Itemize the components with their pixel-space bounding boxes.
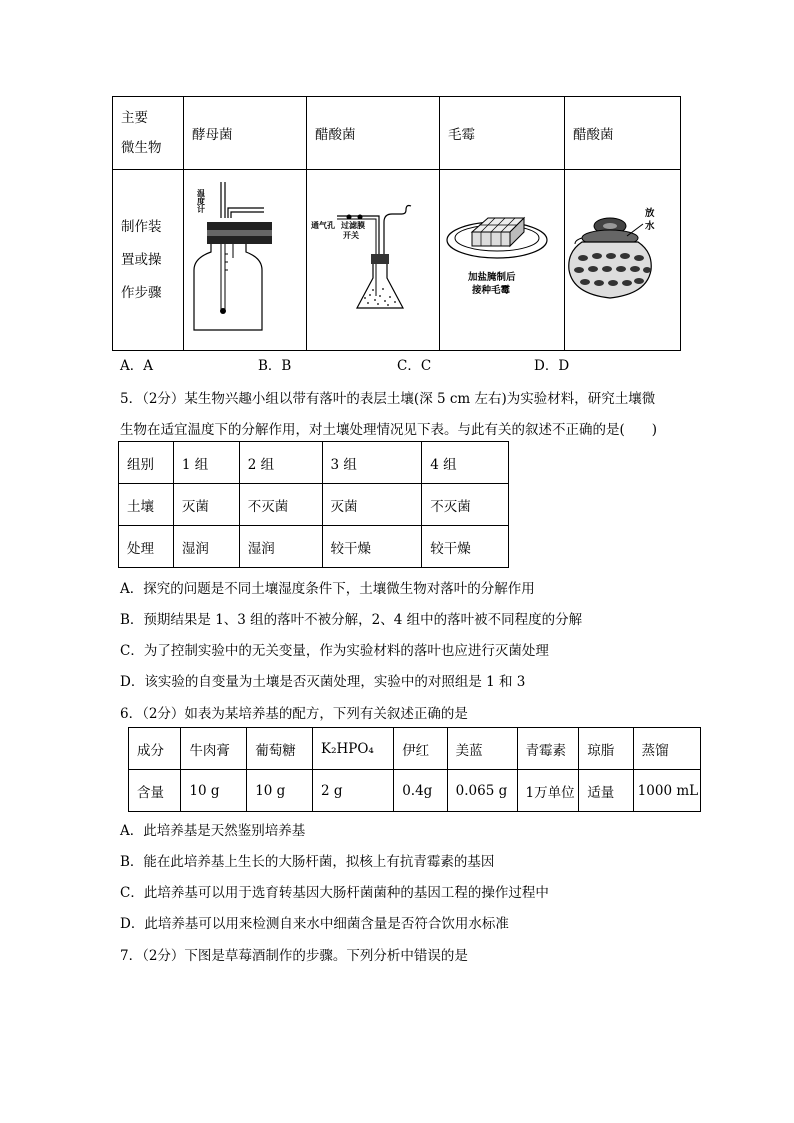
fig4-label: 放 [645, 208, 655, 219]
jar-figure [565, 170, 681, 351]
q6-amount-cell: 10 g [181, 770, 247, 812]
microbe-cell: 酵母菌 [184, 97, 307, 170]
q4-table-figure-row [113, 170, 681, 351]
q5-cell: 处理 [119, 526, 174, 568]
q6-amount-cell: 1000 mL [633, 770, 700, 812]
q4-options [120, 354, 680, 374]
fig3-label: 接种毛霉 [472, 285, 511, 296]
q4-table-header-row [113, 97, 681, 170]
q6-amount-cell: 0.4g [394, 770, 447, 812]
q6-amount-cell: 含量 [129, 770, 181, 812]
q4-table [112, 96, 681, 351]
q5-cell: 3 组 [322, 442, 422, 484]
fermentation-bottle-figure [184, 170, 307, 351]
q4-row-label [113, 170, 184, 351]
q4-option[interactable]: B．B [258, 358, 292, 374]
microbe-cell: 醋酸菌 [565, 97, 681, 170]
q6-amount-cell: 0.065 g [447, 770, 517, 812]
q4-option[interactable]: D．D [534, 358, 570, 374]
q5-table-row [119, 526, 509, 568]
conical-flask-illustration [307, 170, 439, 346]
q6-amount-cell: 10 g [247, 770, 313, 812]
q6-header-cell: 青霉素 [517, 728, 579, 770]
q7-stem: 7．（2分）下图是草莓酒制作的步骤。下列分析中错误的是 [120, 948, 468, 964]
fig1-label: 度 [197, 196, 205, 206]
q6-stem: 6．（2分）如表为某培养基的配方，下列有关叙述正确的是 [120, 706, 468, 722]
q5-cell: 1 组 [173, 442, 239, 484]
q6-header-cell: 伊红 [394, 728, 447, 770]
q5-cell: 湿润 [173, 526, 239, 568]
q6-option-c[interactable]: C．此培养基可以用于选育转基因大肠杆菌菌种的基因工程的操作过程中 [120, 885, 549, 901]
header-label-line: 主要 [121, 110, 148, 126]
tofu-plate-illustration [440, 170, 564, 346]
q4-header-label [113, 97, 184, 170]
q5-stem-line: 5．（2分）某生物兴趣小组以带有落叶的表层土壤(深 5 cm 左右)为实验材料，研究土壤微 [120, 391, 656, 407]
fermentation-bottle-illustration [184, 170, 306, 346]
fig2-label: 开关 [343, 230, 359, 240]
q5-cell: 土壤 [119, 484, 174, 526]
q5-option-b[interactable]: B．预期结果是 1、3 组的落叶不被分解，2、4 组中的落叶被不同程度的分解 [120, 612, 583, 628]
q5-cell: 较干燥 [422, 526, 509, 568]
q5-cell: 2 组 [239, 442, 322, 484]
q5-cell: 不灭菌 [422, 484, 509, 526]
q5-cell: 灭菌 [322, 484, 422, 526]
q6-amount-cell: 适量 [579, 770, 633, 812]
q6-header-cell: 美蓝 [447, 728, 517, 770]
tofu-plate-figure [440, 170, 565, 351]
q6-header-cell: 葡萄糖 [247, 728, 313, 770]
fig1-label: 温 [197, 188, 205, 198]
fig3-label: 加盐腌制后 [468, 272, 516, 283]
q6-header-cell: 成分 [129, 728, 181, 770]
q6-header-cell: 琼脂 [579, 728, 633, 770]
q5-cell: 湿润 [239, 526, 322, 568]
q6-header-cell: K₂HPO₄ [312, 728, 393, 770]
q5-option-a[interactable]: A．探究的问题是不同土壤湿度条件下，土壤微生物对落叶的分解作用 [120, 581, 535, 597]
q5-cell: 组别 [119, 442, 174, 484]
fig2-label: 过滤膜 [341, 220, 365, 230]
q6-amount-row [129, 770, 701, 812]
q6-amount-cell: 1万单位 [517, 770, 579, 812]
q5-cell: 4 组 [422, 442, 509, 484]
q6-header-row [129, 728, 701, 770]
q6-option-b[interactable]: B．能在此培养基上生长的大肠杆菌，拟核上有抗青霉素的基因 [120, 854, 495, 870]
q4-option[interactable]: C．C [397, 358, 432, 374]
jar-illustration [565, 170, 680, 346]
q6-table [128, 727, 701, 812]
q5-cell: 不灭菌 [239, 484, 322, 526]
fig1-label: 计 [197, 204, 205, 214]
q6-amount-cell: 2 g [312, 770, 393, 812]
row-label-line: 置或操 [121, 251, 162, 268]
q6-header-cell: 蒸馏 [633, 728, 700, 770]
row-label-line: 制作装 [121, 218, 162, 235]
fig2-label: 通气孔 [311, 220, 335, 230]
conical-flask-figure [307, 170, 440, 351]
q6-option-d[interactable]: D．此培养基可以用来检测自来水中细菌含量是否符合饮用水标准 [120, 916, 509, 932]
q4-option[interactable]: A．A [120, 358, 153, 374]
microbe-cell: 醋酸菌 [307, 97, 440, 170]
fig4-label: 水 [645, 221, 655, 232]
q5-table [118, 441, 509, 568]
q6-header-cell: 牛肉膏 [181, 728, 247, 770]
microbe-cell: 毛霉 [440, 97, 565, 170]
row-label-line: 作步骤 [121, 284, 162, 301]
q5-cell: 灭菌 [173, 484, 239, 526]
header-label-line: 微生物 [121, 140, 162, 156]
q5-cell: 较干燥 [322, 526, 422, 568]
q5-option-d[interactable]: D．该实验的自变量为土壤是否灭菌处理，实验中的对照组是 1 和 3 [120, 674, 526, 690]
q5-table-row [119, 442, 509, 484]
q6-option-a[interactable]: A．此培养基是天然鉴别培养基 [120, 823, 306, 839]
q5-option-c[interactable]: C．为了控制实验中的无关变量，作为实验材料的落叶也应进行灭菌处理 [120, 643, 549, 659]
q5-table-row [119, 484, 509, 526]
q5-stem-line: 生物在适宜温度下的分解作用，对土壤处理情况见下表。与此有关的叙述不正确的是( ) [120, 422, 658, 438]
